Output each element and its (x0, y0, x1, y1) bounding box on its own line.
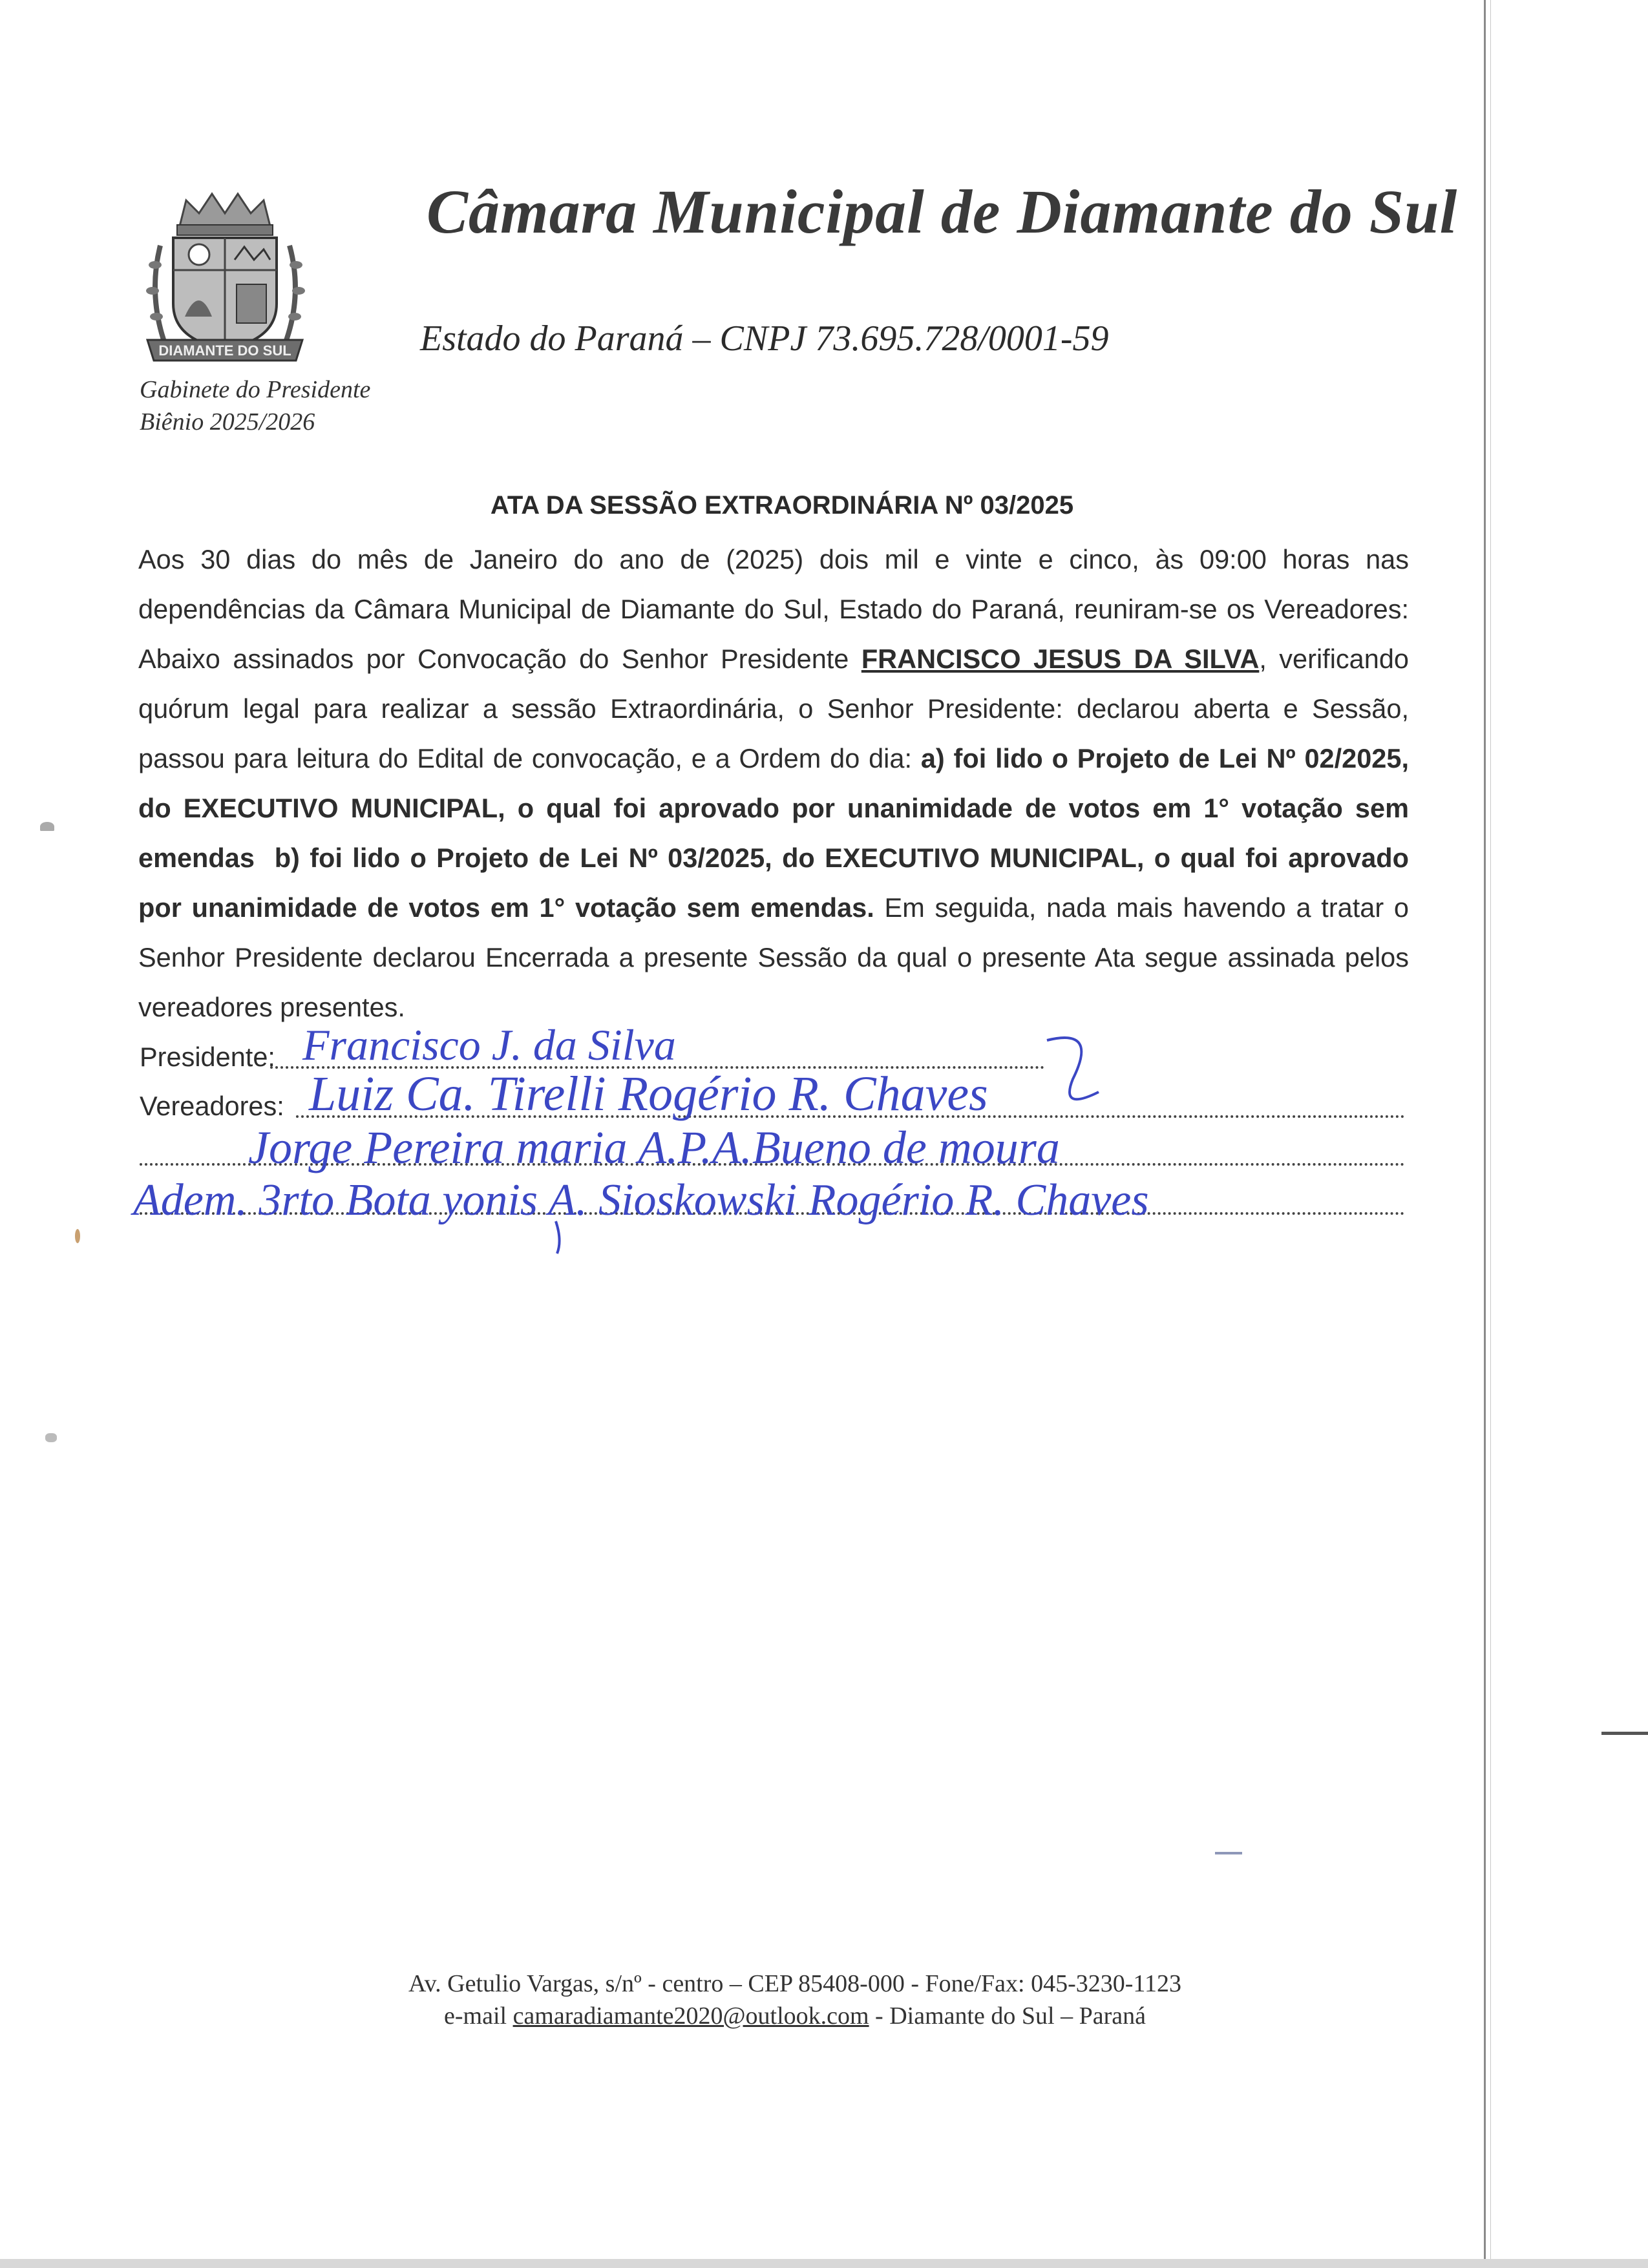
crest-ribbon-text: DIAMANTE DO SUL (158, 342, 291, 359)
document-title: ATA DA SESSÃO EXTRAORDINÁRIA Nº 03/2025 (490, 491, 1074, 520)
footer-email-prefix: e-mail (444, 2002, 513, 2030)
footer-contact (181, 2000, 1409, 2032)
intro-text: Aos 30 dias do mês de Janeiro do ano de (2025) dois mil e vinte e cinco, às 09:00 horas nas dependências da Câmara Municipal de Diamante do Sul, Estado do Paraná, reuniram-se os Vereadores: Abaixo assinados por Convocação do Senhor Presidente (138, 544, 1409, 674)
middle-text: , verificando quórum legal para realizar a sessão Extraordinária, o Senhor Presidente: declarou aberta e Sessão, passou para leitura do Edital de convocação, e a Ordem do dia: (138, 644, 1409, 773)
institution-title: Câmara Municipal de Diamante do Sul (427, 177, 1458, 246)
councillors-label: Vereadores: (140, 1091, 284, 1121)
signature-president: Francisco J. da Silva (302, 1020, 676, 1069)
term-line: Biênio 2025/2026 (140, 408, 315, 436)
office-line: Gabinete do Presidente (140, 376, 371, 403)
closing-text: Em seguida, nada mais havendo a tratar o Senhor Presidente declarou Encerrada a presente Sessão da qual o presente Ata segue assinada pelos vereadores presentes. (138, 892, 1409, 1022)
footer-city: - Diamante do Sul – Paraná (869, 2002, 1146, 2030)
agenda-item-a: a) foi lido o Projeto de Lei Nº 02/2025, do EXECUTIVO MUNICIPAL, o qual foi aprovado por unanimidade de votos em 1° votação sem emendas (138, 743, 1409, 873)
institution-subtitle: Estado do Paraná – CNPJ 73.695.728/0001-59 (420, 319, 1109, 359)
signature-row-4: Adem. 3rto Bota yonis A. Sioskowski Rogério R. Chaves (133, 1175, 1149, 1225)
president-label: Presidente: (140, 1042, 275, 1072)
footer-email-link[interactable]: camaradiamante2020@outlook.com (512, 2002, 869, 2030)
signature-row-3: Jorge Pereira maria A.P.A.Bueno de moura (248, 1122, 1060, 1173)
footer (181, 1968, 1409, 2032)
signature-row-2: Luiz Ca. Tirelli Rogério R. Chaves (309, 1067, 988, 1121)
agenda-item-b: b) foi lido o Projeto de Lei Nº 03/2025, do EXECUTIVO MUNICIPAL, o qual foi aprovado por unanimidade de votos em 1° votação sem emendas. (138, 843, 1410, 923)
footer-address: Av. Getulio Vargas, s/nº - centro – CEP 85408-000 - Fone/Fax: 045-3230-1123 (408, 1970, 1181, 1997)
president-name: FRANCISCO JESUS DA SILVA (861, 644, 1260, 674)
